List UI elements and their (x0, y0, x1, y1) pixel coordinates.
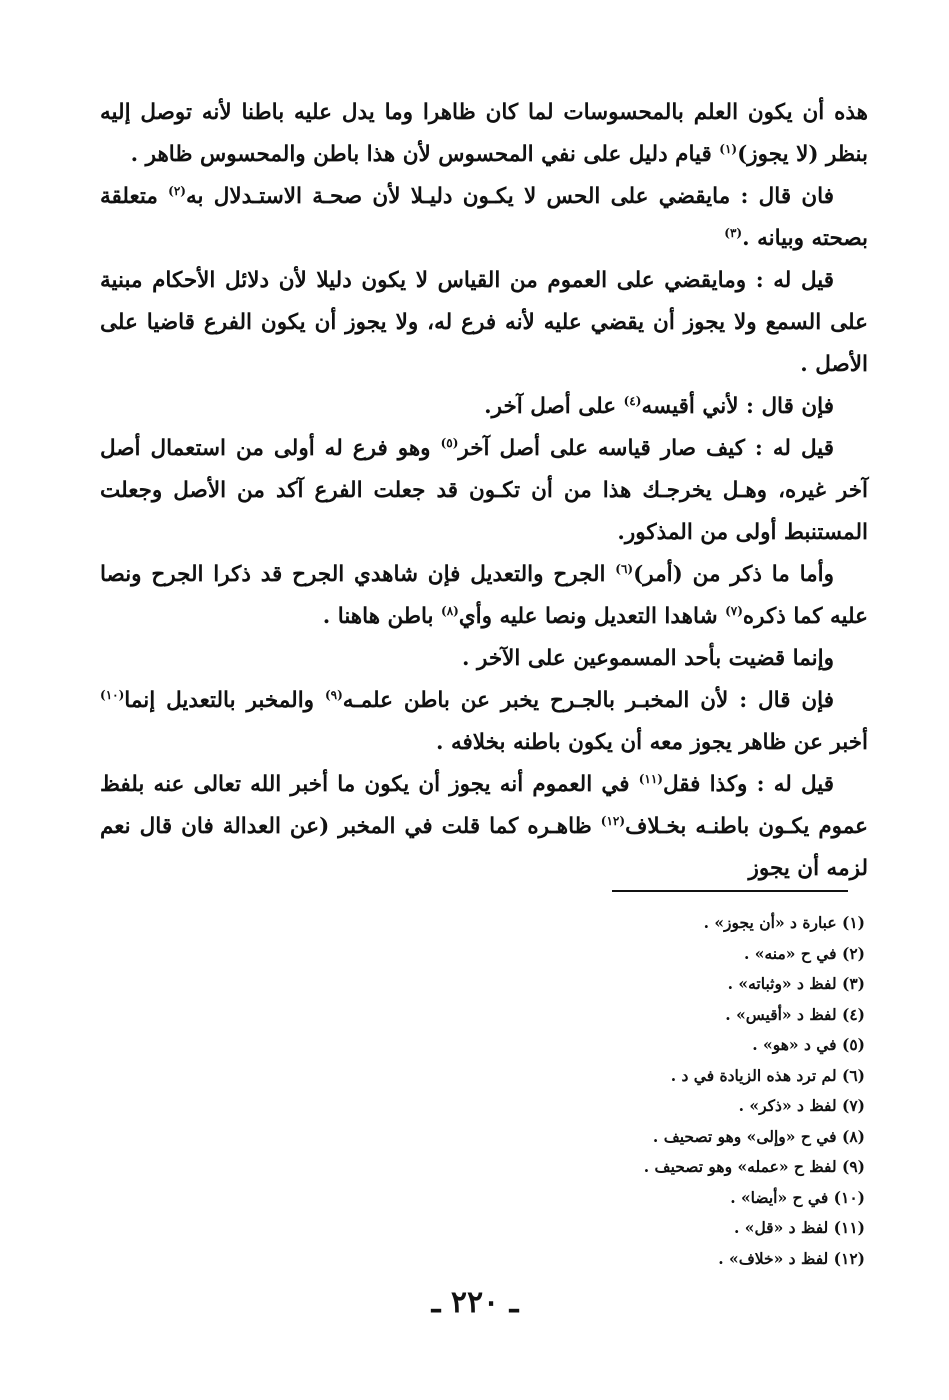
footnote-marker: (٢) (168, 183, 186, 198)
footnotes (500, 908, 865, 1274)
footnote: (٦) لم ترد هذه الزيادة في د . (670, 1065, 865, 1085)
footnote-marker: (٩) (324, 687, 343, 702)
paragraph (100, 638, 868, 680)
footnote: (٤) لفظ د «أقيس» . (725, 1004, 865, 1024)
footnote-marker: (١١) (638, 771, 663, 786)
paragraph (100, 554, 868, 638)
text-run: قيام دليل على نفي المحسوس لأن هذا باطن والمحسوس ظاهر . (130, 142, 720, 167)
text-run: والمخبر بالتعديل إنما (124, 688, 325, 713)
text-run: هذه أن يكون العلم بالمحسوسات لما كان ظاهرا وما يدل عليه باطنا لأنه توصل إليه بنظر (لا يجوز) (100, 100, 868, 167)
text-run: وهو فرع له أولى من استعمال أصل آخر غيره، وهـل يخرجـك هذا من أن تكـون قد جعلت الفرع آكد من الأصل وجعلت المستنبط أولى من المذكور. (100, 436, 868, 545)
text-run: باطن هاهنا . (322, 604, 442, 629)
main-text (100, 92, 868, 890)
page-number: ـ ٢٢٠ ـ (431, 1285, 519, 1320)
footnote-marker: (١٠) (100, 687, 125, 702)
footnote-marker: (٥) (440, 435, 459, 450)
text-run: وإنما قضيت بأحد المسموعين على الآخر . (462, 646, 834, 671)
text-run: ظاهـره كما قلت في المخبر (عن العدالة فان قال نعم لزمه أن يجوز (100, 814, 868, 881)
footnote-separator (612, 890, 848, 892)
footnote: (١٠) في ح «أيضا» . (730, 1187, 865, 1207)
paragraph (100, 680, 868, 764)
footnote-marker: (٧) (725, 603, 743, 618)
footnote: (١١) لفظ د «قل» . (733, 1218, 865, 1237)
paragraph (100, 260, 868, 386)
footnote: (١) عبارة د «أن يجوز» . (703, 913, 865, 932)
text-run: أخبر عن ظاهر يجوز معه أن يكون باطنه بخلافه . (436, 730, 868, 755)
footnote-marker: (٦) (615, 561, 634, 576)
footnote-marker: (٣) (724, 225, 743, 240)
footnote: (١٢) لفظ د «خلاف» . (718, 1248, 865, 1268)
footnote-marker: (٨) (441, 603, 459, 618)
footnote-marker: (٤) (623, 393, 642, 408)
text-run: فان قال : مايقضي على الحس لا يكـون دليـلا لأن صحـة الاستـدلال به (185, 184, 834, 209)
text-run: في العموم أنه يجوز أن يكون ما أخبر الله تعالى عنه بلفظ عموم يكـون باطنـه بخـلاف (100, 772, 869, 839)
text-run: الجرح والتعديل فإن شاهدي الجرح قد ذكرا الجرح ونصا عليه كما ذكره (100, 562, 868, 629)
text-run: وأما ما ذكر من (أمر) (633, 562, 834, 587)
text-run: على أصل آخر. (484, 394, 624, 419)
footnote-marker: (١) (719, 141, 738, 156)
paragraph (100, 428, 868, 554)
footnote-marker: (١٢) (600, 813, 626, 828)
text-run: قيل له : كيف صار قياسه على أصل آخر (458, 436, 834, 461)
paragraph (100, 764, 868, 890)
footnote: (٢) في ح «منه» . (744, 943, 865, 963)
footnote: (٧) لفظ د «ذكر» . (738, 1096, 865, 1115)
paragraph (100, 92, 868, 176)
footnote: (٣) لفظ د «وثباته» . (727, 974, 865, 993)
paragraph (100, 386, 868, 428)
footnote: (٥) في د «هو» . (752, 1035, 865, 1054)
text-run: قيل له : ومايقضي على العموم من القياس لا يكون دليلا لأن دلائل الأحكام مبنية على السمع ولا يجوز أن يقضي عليه لأنه فرع له، ولا يجوز أن يكون الفرع قاضيا على الأصل . (100, 268, 868, 377)
text-run: متعلقة بصحته وبيانه . (100, 184, 868, 251)
footnote: (٨) في ح «وإلى» وهو تصحيف . (652, 1126, 865, 1146)
text-run: قيل له : وكذا فقل (662, 772, 834, 797)
text-run: فإن قال : لأن المخبـر بالجـرح يخبر عن باطن علمـه (342, 688, 834, 713)
paragraph (100, 176, 868, 260)
text-run: شاهدا التعديل ونصا عليه وأي (458, 604, 726, 629)
footnote: (٩) لفظ ح «عمله» وهو تصحيف . (643, 1157, 865, 1176)
text-run: فإن قال : لأني أقيسه (641, 394, 834, 419)
